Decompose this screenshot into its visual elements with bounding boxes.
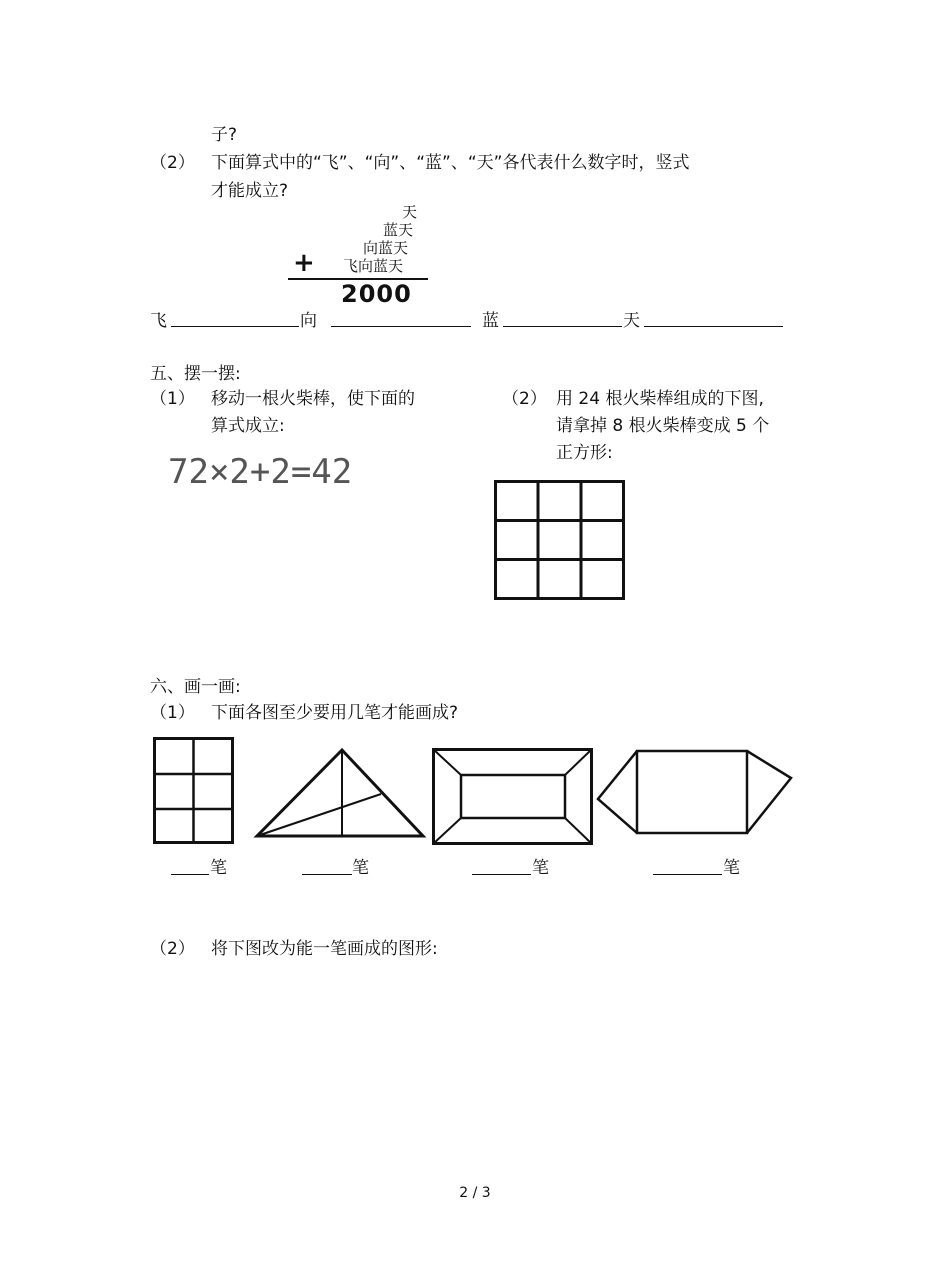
section-title: 六、画一画: xyxy=(150,677,241,697)
stroke-unit-label: 笔 xyxy=(723,858,740,878)
figure-rectangle-with-triangles xyxy=(596,749,794,835)
question-number: （2） xyxy=(150,939,195,959)
question-text: 下面算式中的“飞”、“向”、“蓝”、“天”各代表什么数字时，竖式 xyxy=(211,153,690,173)
addend-row: 天 xyxy=(402,203,418,221)
question-number: （1） xyxy=(150,389,195,409)
question-number: （2） xyxy=(502,389,547,409)
addend-row: 飞向蓝天 xyxy=(343,257,404,275)
figure-nested-rectangles xyxy=(432,748,594,846)
question-text: 算式成立: xyxy=(211,416,285,436)
question-number: （2） xyxy=(150,153,195,173)
answer-blank-xiang[interactable] xyxy=(331,310,471,327)
question-text: 将下图改为能一笔画成的图形: xyxy=(211,939,438,959)
answer-label-lan: 蓝 xyxy=(482,311,499,331)
stroke-answer-2[interactable] xyxy=(302,858,352,875)
section-title: 五、摆一摆: xyxy=(150,364,241,384)
stroke-answer-4[interactable] xyxy=(653,858,722,875)
question-text: 移动一根火柴棒，使下面的 xyxy=(211,389,415,409)
matchstick-grid-figure xyxy=(494,480,626,602)
stroke-answer-3[interactable] xyxy=(472,858,531,875)
answer-label-tian: 天 xyxy=(623,311,640,331)
sum-value: 2000 xyxy=(341,280,412,308)
matchstick-equation: 72×2+2=42 xyxy=(168,452,353,492)
continued-text: 子? xyxy=(211,125,238,145)
figure-triangle xyxy=(254,747,426,839)
stroke-answer-1[interactable] xyxy=(171,858,209,875)
answer-blank-tian[interactable] xyxy=(644,310,783,327)
answer-blank-fei[interactable] xyxy=(171,310,299,327)
page-number: 2 / 3 xyxy=(459,1185,491,1201)
question-text: 正方形: xyxy=(556,443,613,463)
stroke-unit-label: 笔 xyxy=(352,858,369,878)
stroke-unit-label: 笔 xyxy=(532,858,549,878)
question-number: （1） xyxy=(150,703,195,723)
question-text: 用 24 根火柴棒组成的下图, xyxy=(556,389,764,409)
answer-label-xiang: 向 xyxy=(300,311,317,331)
plus-sign: + xyxy=(293,248,316,278)
addend-row: 蓝天 xyxy=(383,221,414,239)
question-text: 下面各图至少要用几笔才能画成? xyxy=(211,703,459,723)
question-text: 请拿掉 8 根火柴棒变成 5 个 xyxy=(556,416,770,436)
answer-blank-lan[interactable] xyxy=(503,310,622,327)
answer-label-fei: 飞 xyxy=(150,311,167,331)
stroke-unit-label: 笔 xyxy=(210,858,227,878)
figure-grid xyxy=(153,737,235,845)
question-text: 才能成立? xyxy=(211,181,289,201)
addend-row: 向蓝天 xyxy=(363,239,409,257)
